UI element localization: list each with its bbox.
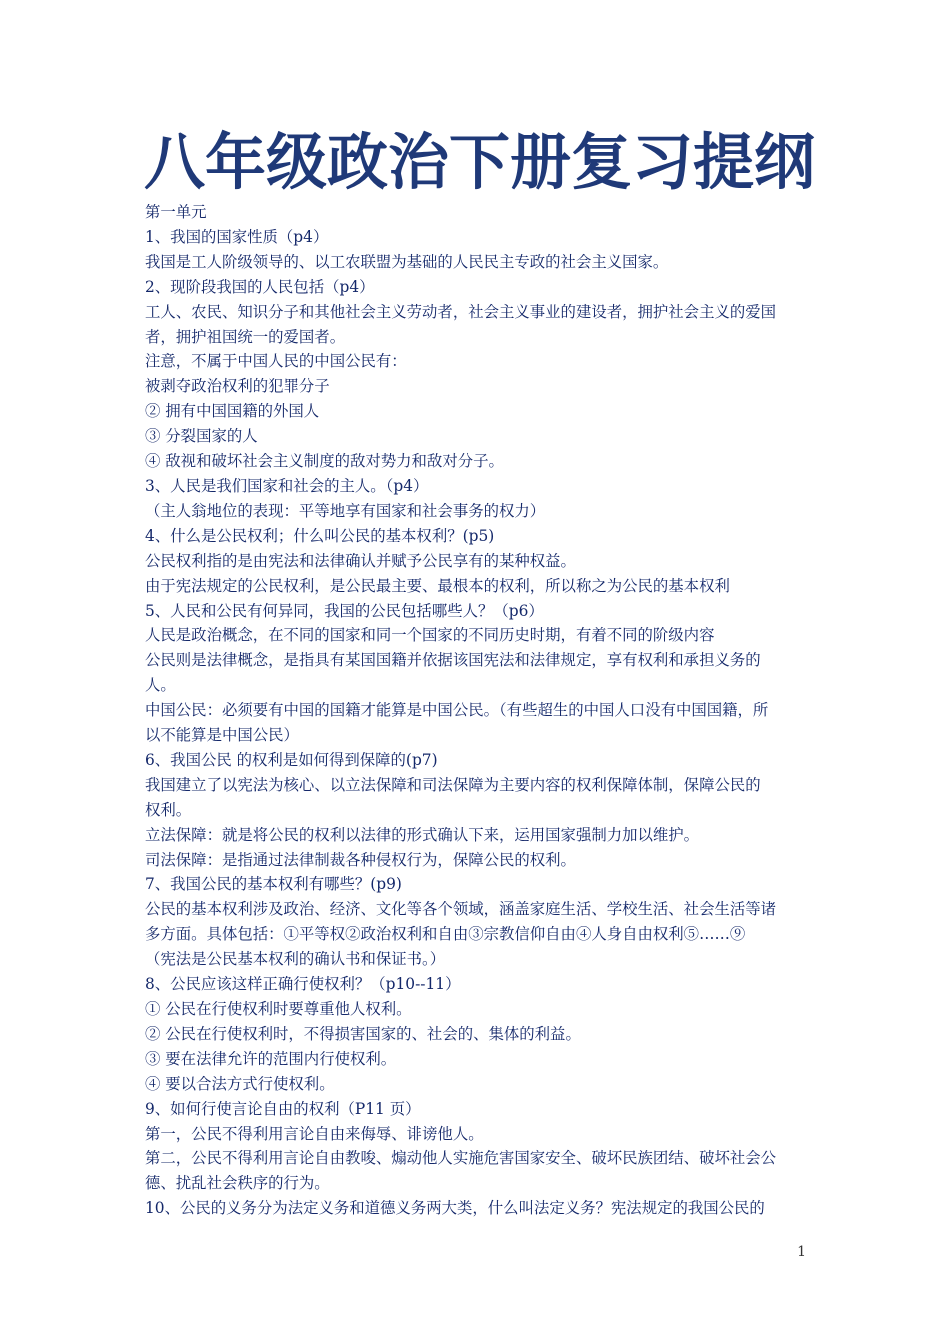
text-line: 权利。 (145, 800, 192, 819)
text-line: ② 公民在行使权利时，不得损害国家的、社会的、集体的利益。 (145, 1024, 581, 1043)
text-line: 10、公民的义务分为法定义务和道德义务两大类，什么叫法定义务？宪法规定的我国公民的 (145, 1199, 765, 1218)
text-line: 5、人民和公民有何异同，我国的公民包括哪些人？（p6） (145, 601, 544, 620)
text-line: 中国公民：必须要有中国的国籍才能算是中国公民。（有些超生的中国人口没有中国国籍，所 (145, 701, 769, 720)
text-line: 司法保障：是指通过法律制裁各种侵权行为，保障公民的权利。 (145, 850, 576, 869)
text-line: ④ 敌视和破坏社会主义制度的敌对势力和敌对分子。 (145, 452, 504, 471)
text-line: 第一单元 (145, 203, 207, 221)
text-line: 以不能算是中国公民） (145, 726, 299, 745)
page-number: 1 (797, 1244, 806, 1260)
text-line: 第二，公民不得利用言论自由教唆、煽动他人实施危害国家安全、破坏民族团结、破坏社会公 (145, 1149, 777, 1168)
text-line: 人。 (145, 676, 176, 695)
text-line: 人民是政治概念，在不同的国家和同一个国家的不同历史时期，有着不同的阶级内容 (145, 626, 715, 645)
text-line: 6、我国公民 的权利是如何得到保障的(p7) (145, 750, 438, 769)
text-line: 者，拥护祖国统一的爱国者。 (145, 327, 346, 346)
text-line: 8、公民应该这样正确行使权利？（p10--11） (145, 975, 461, 994)
text-line: 多方面。具体包括：①平等权②政治权利和自由③宗教信仰自由④人身自由权利⑤……⑨ (145, 925, 746, 944)
text-line: （主人翁地位的表现：平等地享有国家和社会事务的权力） (145, 501, 546, 520)
text-line: 注意，不属于中国人民的中国公民有： (145, 352, 407, 371)
text-line: 我国建立了以宪法为核心、以立法保障和司法保障为主要内容的权利保障体制，保障公民的 (145, 775, 761, 794)
text-line: 工人、农民、知识分子和其他社会主义劳动者，社会主义事业的建设者，拥护社会主义的爱国 (145, 302, 777, 321)
text-line: 德、扰乱社会秩序的行为。 (145, 1174, 330, 1193)
text-line: 公民的基本权利涉及政治、经济、文化等各个领域，涵盖家庭生活、学校生活、社会生活等诸 (145, 900, 777, 919)
text-line: 公民权利指的是由宪法和法律确认并赋予公民享有的某种权益。 (145, 551, 576, 570)
text-line: 3、人民是我们国家和社会的主人。（p4） (145, 476, 429, 495)
text-line: 公民则是法律概念，是指具有某国国籍并依据该国宪法和法律规定，享有权利和承担义务的 (145, 651, 761, 670)
text-line: 立法保障：就是将公民的权利以法律的形式确认下来，运用国家强制力加以维护。 (145, 825, 700, 844)
text-line: 9、如何行使言论自由的权利（P11 页） (145, 1099, 421, 1118)
text-line: ① 公民在行使权利时要尊重他人权利。 (145, 1000, 412, 1018)
text-line: 由于宪法规定的公民权利，是公民最主要、最根本的权利，所以称之为公民的基本权利 (145, 576, 730, 595)
text-line: ② 拥有中国国籍的外国人 (145, 402, 320, 421)
text-line: （宪法是公民基本权利的确认书和保证书。） (145, 950, 446, 969)
text-line: 2、现阶段我国的人民包括（p4） (145, 277, 375, 296)
text-line: ③ 要在法律允许的范围内行使权利。 (145, 1049, 397, 1068)
document-body (145, 200, 809, 1221)
text-line: 第一，公民不得利用言论自由来侮辱、诽谤他人。 (145, 1124, 484, 1143)
text-line: 被剥夺政治权利的犯罪分子 (145, 377, 330, 396)
text-line: 4、什么是公民权利；什么叫公民的基本权利？(p5) (145, 526, 495, 545)
text-line: 1、我国的国家性质（p4） (145, 227, 329, 246)
document-title: 八年级政治下册复习提纲 (144, 127, 816, 198)
text-line: 我国是工人阶级领导的、以工农联盟为基础的人民民主专政的社会主义国家。 (145, 252, 669, 271)
text-line: ④ 要以合法方式行使权利。 (145, 1074, 335, 1093)
text-line: 7、我国公民的基本权利有哪些？(p9) (145, 875, 402, 894)
text-line: ③ 分裂国家的人 (145, 427, 258, 446)
